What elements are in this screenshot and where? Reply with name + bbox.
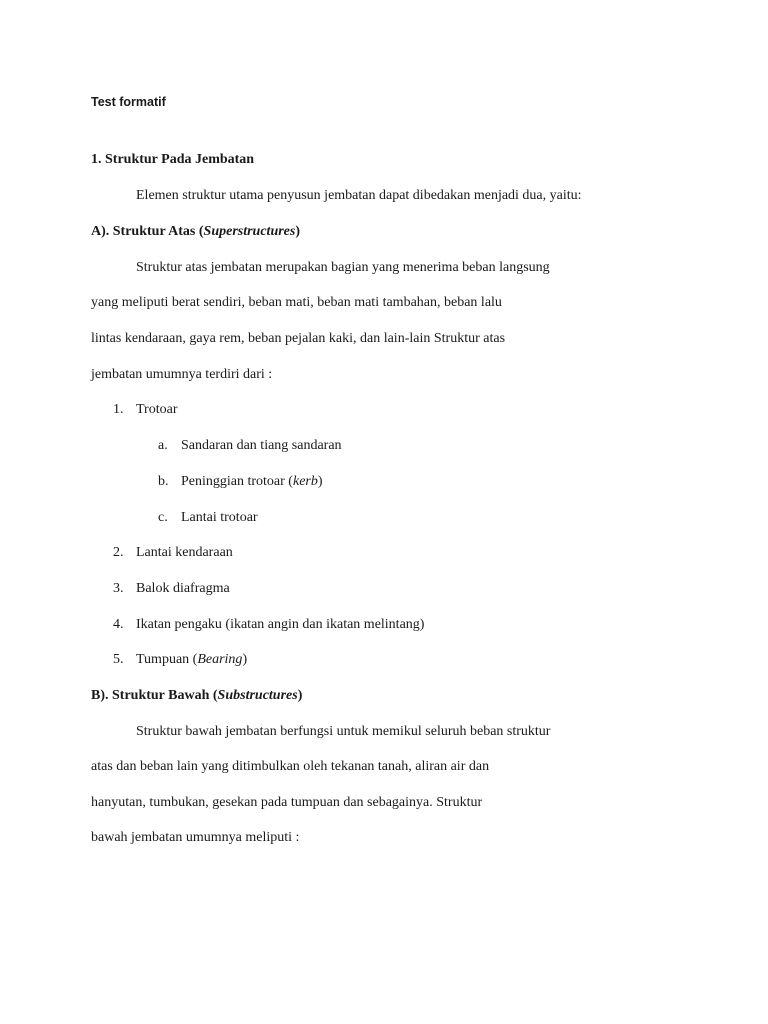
- sublist-item-marker: a.: [158, 438, 168, 453]
- section-b-paragraph-line: hanyutan, tumbukan, gesekan pada tumpuan dan sebagainya. Struktur: [91, 795, 483, 810]
- section-b-heading-term: Substructures: [217, 688, 298, 703]
- list-item-text: Ikatan pengaku (ikatan angin dan ikatan melintang): [136, 617, 425, 632]
- list-item-marker: 3.: [113, 581, 124, 596]
- section-b-paragraph-line: Struktur bawah jembatan berfungsi untuk memikul seluruh beban struktur: [136, 724, 551, 739]
- section-1-intro: Elemen struktur utama penyusun jembatan dapat dibedakan menjadi dua, yaitu:: [136, 188, 582, 203]
- sublist-item-text: [181, 473, 323, 491]
- list-text-after: ): [242, 652, 248, 667]
- section-a-heading: [91, 223, 300, 241]
- sublist-item-text: Lantai trotoar: [181, 510, 258, 525]
- section-a-heading-term: Superstructures: [203, 224, 296, 239]
- sublist-item-text: Sandaran dan tiang sandaran: [181, 438, 342, 453]
- sublist-item-marker: c.: [158, 510, 168, 525]
- list-item-text: Balok diafragma: [136, 581, 230, 596]
- section-1-heading: 1. Struktur Pada Jembatan: [91, 152, 255, 167]
- list-text-before: Tumpuan (: [136, 652, 198, 667]
- list-item-text: Lantai kendaraan: [136, 545, 233, 560]
- section-b-paragraph-line: atas dan beban lain yang ditimbulkan oleh tekanan tanah, aliran air dan: [91, 759, 490, 774]
- section-b-heading: [91, 687, 302, 705]
- section-a-paragraph-line: lintas kendaraan, gaya rem, beban pejalan kaki, dan lain-lain Struktur atas: [91, 331, 506, 346]
- list-item-marker: 1.: [113, 402, 124, 417]
- sublist-text-before: Peninggian trotoar (: [181, 474, 293, 489]
- sublist-item-marker: b.: [158, 474, 169, 489]
- section-a-paragraph-line: Struktur atas jembatan merupakan bagian yang menerima beban langsung: [136, 260, 550, 275]
- document-title: Test formatif: [91, 95, 166, 109]
- list-item-marker: 5.: [113, 652, 124, 667]
- section-b-heading-prefix: B). Struktur Bawah (: [91, 688, 218, 703]
- sublist-text-after: ): [317, 474, 323, 489]
- section-a-paragraph-line: jembatan umumnya terdiri dari :: [91, 367, 273, 382]
- section-a-heading-suffix: ): [295, 224, 301, 239]
- section-b-paragraph-line: bawah jembatan umumnya meliputi :: [91, 830, 300, 845]
- list-item-marker: 2.: [113, 545, 124, 560]
- section-b-heading-suffix: ): [297, 688, 303, 703]
- sublist-text-italic: kerb: [292, 474, 318, 489]
- list-item-marker: 4.: [113, 617, 124, 632]
- list-text-italic: Bearing: [197, 652, 243, 667]
- list-item-text: Trotoar: [136, 402, 178, 417]
- section-a-heading-prefix: A). Struktur Atas (: [91, 224, 204, 239]
- section-a-paragraph-line: yang meliputi berat sendiri, beban mati, beban mati tambahan, beban lalu: [91, 295, 502, 310]
- list-item-text: [136, 651, 247, 669]
